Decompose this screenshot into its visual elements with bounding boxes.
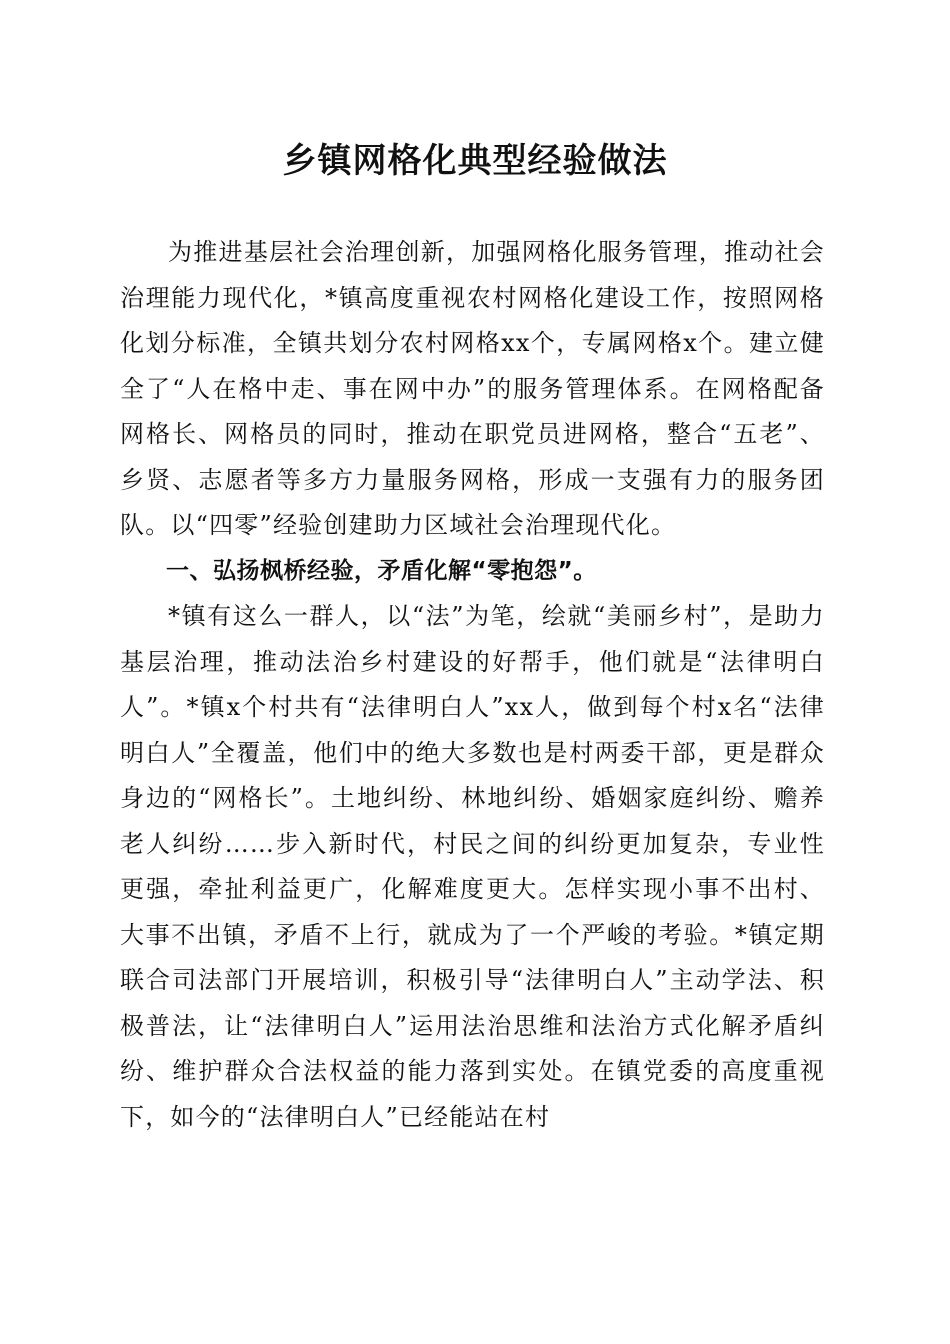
document-body	[120, 230, 825, 1140]
section-heading: 一、弘扬枫桥经验，矛盾化解“零抱怨”。	[166, 557, 597, 584]
section-paragraph: *镇有这么一群人，以“法”为笔，绘就“美丽乡村”，是助力基层治理，推动法治乡村建设的好帮手，他们就是“法律明白人”。*镇x个村共有“法律明白人”xx人，做到每个村x名“法律明白人”全覆盖，他们中的绝大多数也是村两委干部，更是群众身边的“网格长”。土地纠纷、林地纠纷、婚姻家庭纠纷、赡养老人纠纷……步入新时代，村民之间的纠纷更加复杂，专业性更强，牵扯利益更广，化解难度更大。怎样实现小事不出村、大事不出镇，矛盾不上行，就成为了一个严峻的考验。*镇定期联合司法部门开展培训，积极引导“法律明白人”主动学法、积极普法，让“法律明白人”运用法治思维和法治方式化解矛盾纠纷、维护群众合法权益的能力落到实处。在镇党委的高度重视下，如今的“法律明白人”已经能站在村	[120, 602, 825, 1131]
intro-paragraph: 为推进基层社会治理创新，加强网格化服务管理，推动社会治理能力现代化，*镇高度重视农村网格化建设工作，按照网格化划分标准，全镇共划分农村网格xx个，专属网格x个。建立健全了“人在格中走、事在网中办”的服务管理体系。在网格配备网格长、网格员的同时，推动在职党员进网格，整合“五老”、乡贤、志愿者等多方力量服务网格，形成一支强有力的服务团队。以“四零”经验创建助力区域社会治理现代化。	[120, 238, 825, 539]
document-title: 乡镇网格化典型经验做法	[282, 141, 668, 181]
